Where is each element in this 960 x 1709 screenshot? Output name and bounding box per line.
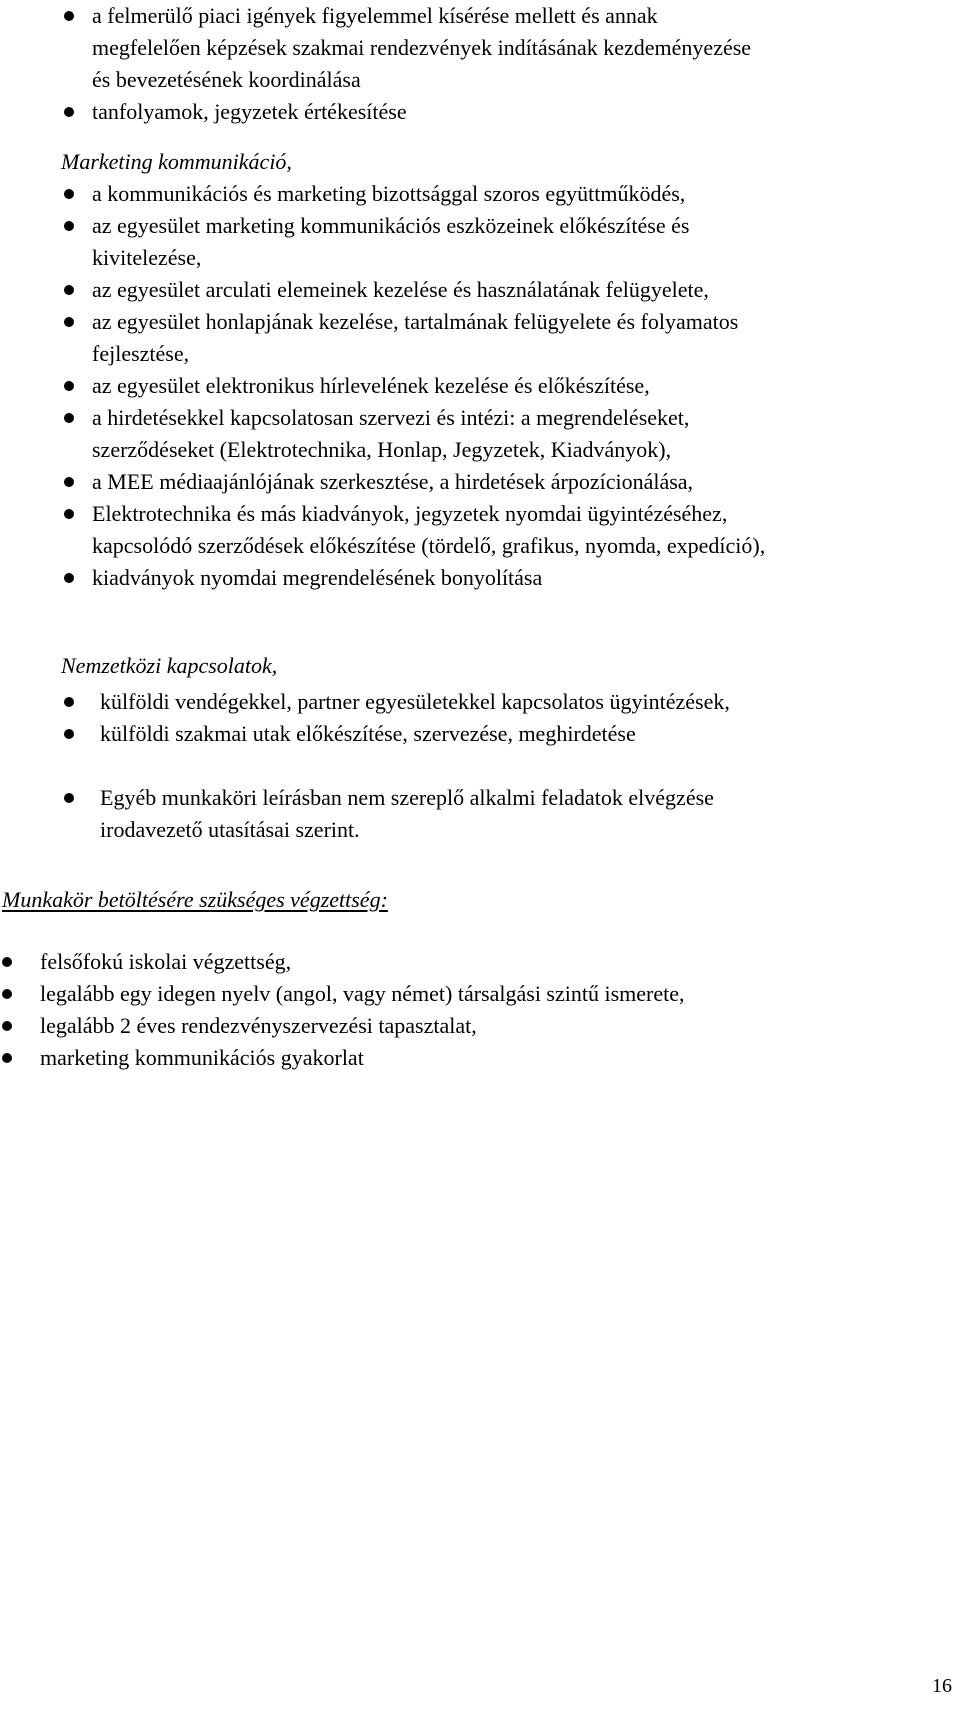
bullet-icon — [2, 1021, 12, 1031]
list-item — [0, 1010, 960, 1042]
list-item — [0, 978, 960, 1010]
list-item — [0, 1042, 960, 1074]
international-list — [0, 686, 960, 750]
list-item-text: Elektrotechnika és más kiadványok, jegyzetek nyomdai ügyintézéséhez, kapcsolódó szerződések előkészítése (tördelő, grafikus, nyomda, expedíció), — [92, 501, 766, 558]
list-item — [0, 782, 960, 846]
list-item-text: külföldi szakmai utak előkészítése, szervezése, meghirdetése — [100, 721, 636, 746]
bullet-icon — [64, 509, 74, 519]
list-item — [0, 402, 960, 466]
list-item-text: a hirdetésekkel kapcsolatosan szervezi és intézi: a megrendeléseket, szerződéseket (Elektrotechnika, Honlap, Jegyzetek, Kiadványok), — [92, 405, 690, 462]
list-item-text: felsőfokú iskolai végzettség, — [40, 949, 292, 974]
list-item-text: az egyesület elektronikus hírlevelének kezelése és előkészítése, — [92, 373, 650, 398]
list-item-text: tanfolyamok, jegyzetek értékesítése — [92, 99, 407, 124]
bullet-icon — [64, 413, 74, 423]
list-item-text: külföldi vendégekkel, partner egyesületekkel kapcsolatos ügyintézések, — [100, 689, 730, 714]
bullet-icon — [64, 107, 74, 117]
bullet-icon — [64, 11, 74, 21]
list-item-text: legalább egy idegen nyelv (angol, vagy német) társalgási szintű ismerete, — [40, 981, 685, 1006]
list-item-text: az egyesület honlapjának kezelése, tartalmának felügyelete és folyamatos fejlesztése, — [92, 309, 739, 366]
bullet-icon — [64, 477, 74, 487]
bullet-icon — [2, 989, 12, 999]
list-item-text: marketing kommunikációs gyakorlat — [40, 1045, 364, 1070]
section-heading-international: Nemzetközi kapcsolatok, — [61, 653, 278, 678]
list-item-text: kiadványok nyomdai megrendelésének bonyolítása — [92, 565, 543, 590]
bullet-icon — [64, 697, 74, 707]
bullet-icon — [64, 189, 74, 199]
list-item-text: a kommunikációs és marketing bizottsággal szoros együttműködés, — [92, 181, 686, 206]
section-heading-marketing: Marketing kommunikáció, — [61, 149, 292, 174]
list-item — [0, 0, 960, 96]
list-item — [0, 498, 960, 562]
list-item-text: legalább 2 éves rendezvényszervezési tapasztalat, — [40, 1013, 477, 1038]
bullet-icon — [64, 381, 74, 391]
list-item-text: Egyéb munkaköri leírásban nem szereplő alkalmi feladatok elvégzése irodavezető utasításai szerint. — [100, 785, 714, 842]
bullet-icon — [2, 957, 12, 967]
list-item — [0, 718, 960, 750]
list-item — [0, 466, 960, 498]
bullet-icon — [64, 285, 74, 295]
bullet-icon — [64, 573, 74, 583]
bullet-icon — [64, 729, 74, 739]
list-item — [0, 178, 960, 210]
list-item — [0, 274, 960, 306]
section-heading-requirements: Munkakör betöltésére szükséges végzettség: — [2, 887, 388, 912]
page-number: 16 — [932, 1675, 952, 1697]
list-item — [0, 946, 960, 978]
list-item-text: az egyesület arculati elemeinek kezelése és használatának felügyelete, — [92, 277, 709, 302]
list-item — [0, 306, 960, 370]
bullet-icon — [64, 793, 74, 803]
list-item — [0, 686, 960, 718]
list-item-text: a felmerülő piaci igények figyelemmel kísérése mellett és annak megfelelően képzések szakmai rendezvények indításának kezdeményezése és bevezetésének koordinálása — [92, 3, 752, 92]
list-item — [0, 370, 960, 402]
requirements-list — [0, 946, 960, 1074]
other-tasks-list — [0, 782, 960, 846]
bullet-icon — [2, 1053, 12, 1063]
marketing-list — [0, 178, 960, 594]
bullet-icon — [64, 221, 74, 231]
bullet-icon — [64, 317, 74, 327]
training-list — [0, 0, 960, 128]
list-item — [0, 210, 960, 274]
list-item — [0, 96, 960, 128]
list-item — [0, 562, 960, 594]
list-item-text: az egyesület marketing kommunikációs eszközeinek előkészítése és kivitelezése, — [92, 213, 690, 270]
list-item-text: a MEE médiaajánlójának szerkesztése, a hirdetések árpozícionálása, — [92, 469, 694, 494]
